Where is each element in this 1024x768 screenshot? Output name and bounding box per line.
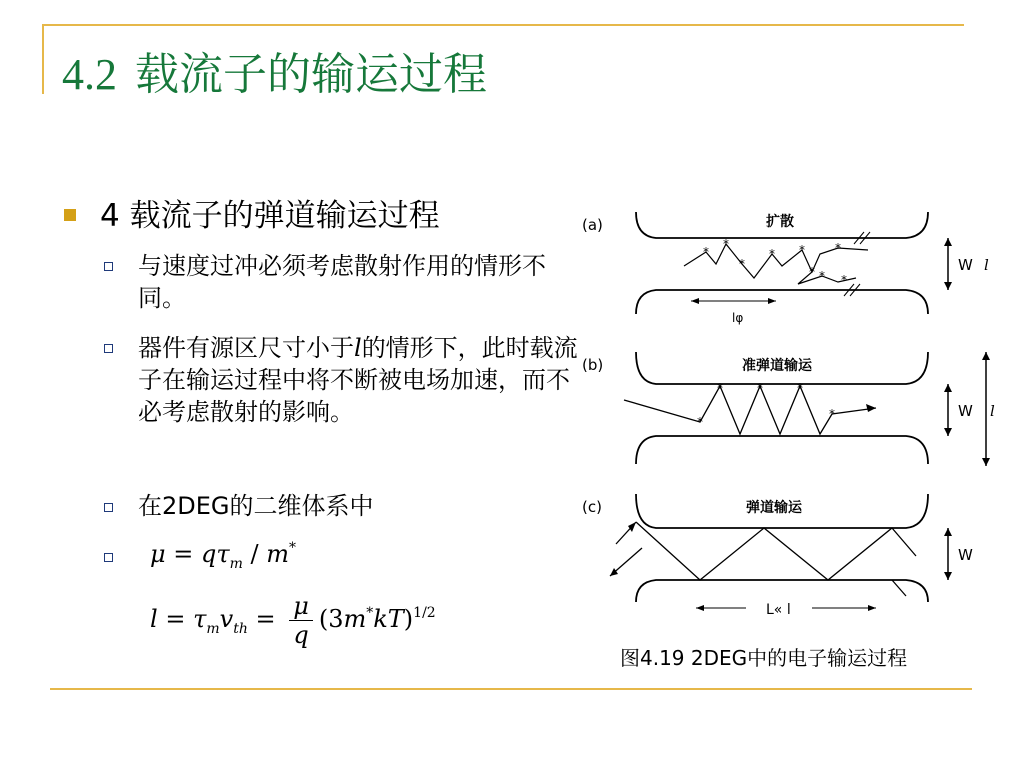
panel-c <box>582 494 973 618</box>
panel-a <box>582 212 989 325</box>
svg-text:*: * <box>835 241 841 255</box>
svg-text:*: * <box>739 257 745 271</box>
panel-a-l: l <box>984 256 989 274</box>
svg-text:*: * <box>819 269 825 283</box>
sub-bullet-1: 与速度过冲必须考虑散射作用的情形不同。 <box>138 252 546 312</box>
title-number: 4.2 <box>62 50 117 99</box>
panel-a-w: W <box>958 256 973 274</box>
svg-text:*: * <box>769 247 775 261</box>
sub-bullet-marker <box>104 503 113 512</box>
panel-c-w: W <box>958 546 973 564</box>
panel-a-lphi: lφ <box>732 311 744 325</box>
main-bullet-square <box>64 209 76 221</box>
title-text: 载流子的输运过程 <box>135 49 487 100</box>
sub-bullet-marker <box>104 262 113 271</box>
figure-caption: 图4.19 2DEG中的电子输运过程 <box>620 646 908 670</box>
sub-bullet-marker <box>104 553 113 562</box>
panel-b-w: W <box>958 402 973 420</box>
footer-line <box>50 688 972 690</box>
panel-b-l: l <box>990 402 995 420</box>
panel-a-tag: (a) <box>582 216 603 234</box>
panel-c-tag: (c) <box>582 498 602 516</box>
panel-a-label: 扩散 <box>766 214 794 230</box>
panel-b <box>582 352 995 466</box>
transport-figure <box>576 204 996 634</box>
svg-text:*: * <box>809 265 815 279</box>
formula-mobility: $\mu = q\tau_m / m^*$ <box>150 540 297 572</box>
svg-text:*: * <box>723 237 729 251</box>
svg-text:*: * <box>799 243 805 257</box>
panel-c-l: L« l <box>766 602 791 618</box>
slide-title <box>62 38 487 102</box>
title-frame-left-line <box>42 24 44 94</box>
sub-bullet-2-after: 的情形下，此时载流子在输运过程中将不断被电场加速，而不必考虑散射的影响。 <box>138 334 578 426</box>
svg-text:*: * <box>841 273 847 287</box>
formula-mean-free-path: $l = \tau_mv_{th}$ = $\frac{\mu}{q}$ $(3m^*kT)^{1/2}$ <box>150 592 436 649</box>
sub-bullet-2-before: 器件有源区尺寸小于 <box>138 334 354 362</box>
svg-text:*: * <box>717 381 723 395</box>
sub-bullet-3: 在2DEG的二维体系中 <box>138 492 374 520</box>
title-frame-top-line <box>42 24 964 26</box>
sub-bullet-2-var: l <box>354 334 362 362</box>
sub-bullet-2 <box>138 332 578 428</box>
sub-bullet-marker <box>104 344 113 353</box>
panel-b-label: 准弹道输运 <box>742 358 812 374</box>
svg-text:*: * <box>797 381 803 395</box>
svg-text:*: * <box>757 381 763 395</box>
svg-text:*: * <box>697 415 703 429</box>
panel-c-label: 弹道输运 <box>746 500 802 516</box>
panel-b-tag: (b) <box>582 356 604 374</box>
main-bullet-text: 4 载流子的弹道输运过程 <box>100 198 440 234</box>
svg-text:*: * <box>829 407 835 421</box>
svg-text:*: * <box>703 245 709 259</box>
